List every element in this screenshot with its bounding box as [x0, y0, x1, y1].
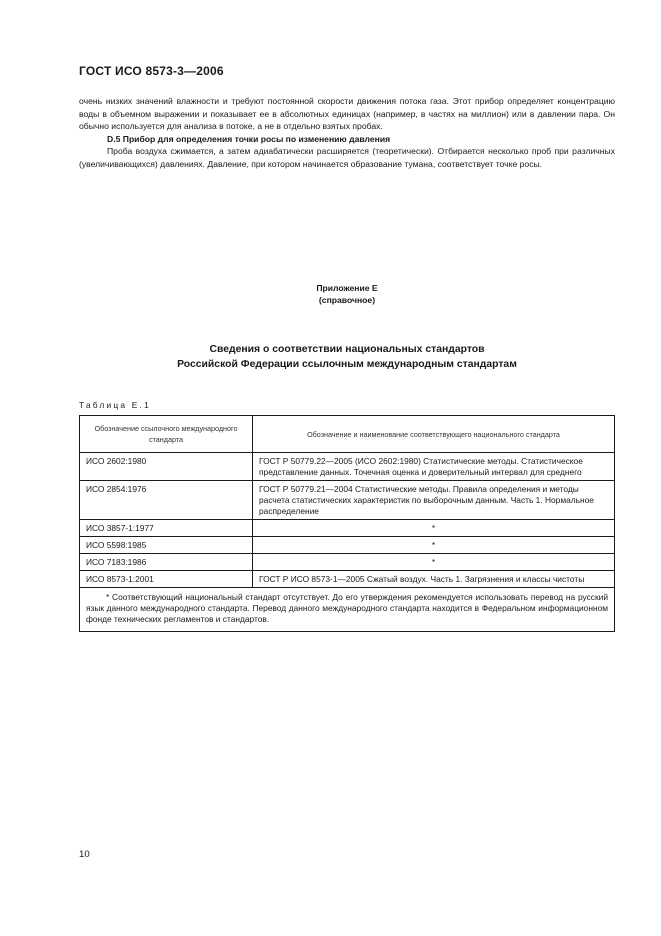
document-header: ГОСТ ИСО 8573-3—2006 — [79, 64, 224, 78]
section-heading-d5: D.5 Прибор для определения точки росы по изменению давления — [107, 133, 391, 144]
cell-intl: ИСО 2602:1980 — [80, 453, 253, 481]
footnote-text: * Соответствующий национальный стандарт отсутствует. До его утверждения рекомендуется использовать перевод на русский язык данного международного стандарта. Перевод данного международного стандарта находится в Федеральном информационном фонде технических регламентов и стандартов. — [86, 592, 608, 624]
standards-table — [79, 415, 615, 632]
table-footnote — [80, 588, 615, 632]
cell-national: ГОСТ Р 50779.21—2004 Статистические методы. Правила определения и методы расчета статистических характеристик по выборочным данным. Часть 1. Нормальное распределение — [253, 481, 615, 520]
table-row — [80, 481, 615, 520]
table-header-row — [80, 416, 615, 453]
cell-national: * — [253, 554, 615, 571]
header-national-standard: Обозначение и наименование соответствующего национального стандарта — [253, 416, 615, 453]
table-row — [80, 537, 615, 554]
cell-national: * — [253, 537, 615, 554]
table-row — [80, 453, 615, 481]
table-row — [80, 520, 615, 537]
appendix-title-line1: Сведения о соответствии национальных стандартов — [209, 344, 485, 355]
cell-national: ГОСТ Р ИСО 8573-1—2005 Сжатый воздух. Часть 1. Загрязнения и классы чистоты — [253, 571, 615, 588]
appendix-title-line2: Российской Федерации ссылочным международным стандартам — [177, 359, 517, 370]
page-number: 10 — [79, 849, 90, 860]
header-intl-standard: Обозначение ссылочного международного стандарта — [80, 416, 253, 453]
cell-intl: ИСО 7183:1986 — [80, 554, 253, 571]
cell-intl: ИСО 8573-1:2001 — [80, 571, 253, 588]
table-row — [80, 554, 615, 571]
table-footnote-row — [80, 588, 615, 632]
section-d5-paragraph: Проба воздуха сжимается, а затем адиабатически расширяется (теоретически). Отбирается несколько проб при различных (увеличивающихся) давлениях. Давление, при котором начинается образование тумана, соответствует точке росы. — [79, 146, 615, 169]
table-row — [80, 571, 615, 588]
cell-intl: ИСО 2854:1976 — [80, 481, 253, 520]
cell-intl: ИСО 3857-1:1977 — [80, 520, 253, 537]
intro-paragraph: очень низких значений влажности и требуют постоянной скорости движения потока газа. Этот прибор определяет концентрацию воды в объемном выражении и показывает ее в абсолютных единицах (например, в частях на миллион) или в давлении пара. Он обычно используется для анализа в потоке, а не в отдельно взятых пробах. — [79, 96, 615, 132]
body-text — [79, 95, 615, 171]
cell-intl: ИСО 5598:1985 — [80, 537, 253, 554]
table-label: Таблица Е.1 — [79, 400, 151, 410]
cell-national: ГОСТ Р 50779.22—2005 (ИСО 2602:1980) Статистические методы. Статистическое представление данных. Точечная оценка и доверительный интервал для среднего — [253, 453, 615, 481]
cell-national: * — [253, 520, 615, 537]
appendix-label: Приложение Е — [316, 283, 378, 293]
appendix-type: (справочное) — [318, 295, 376, 305]
